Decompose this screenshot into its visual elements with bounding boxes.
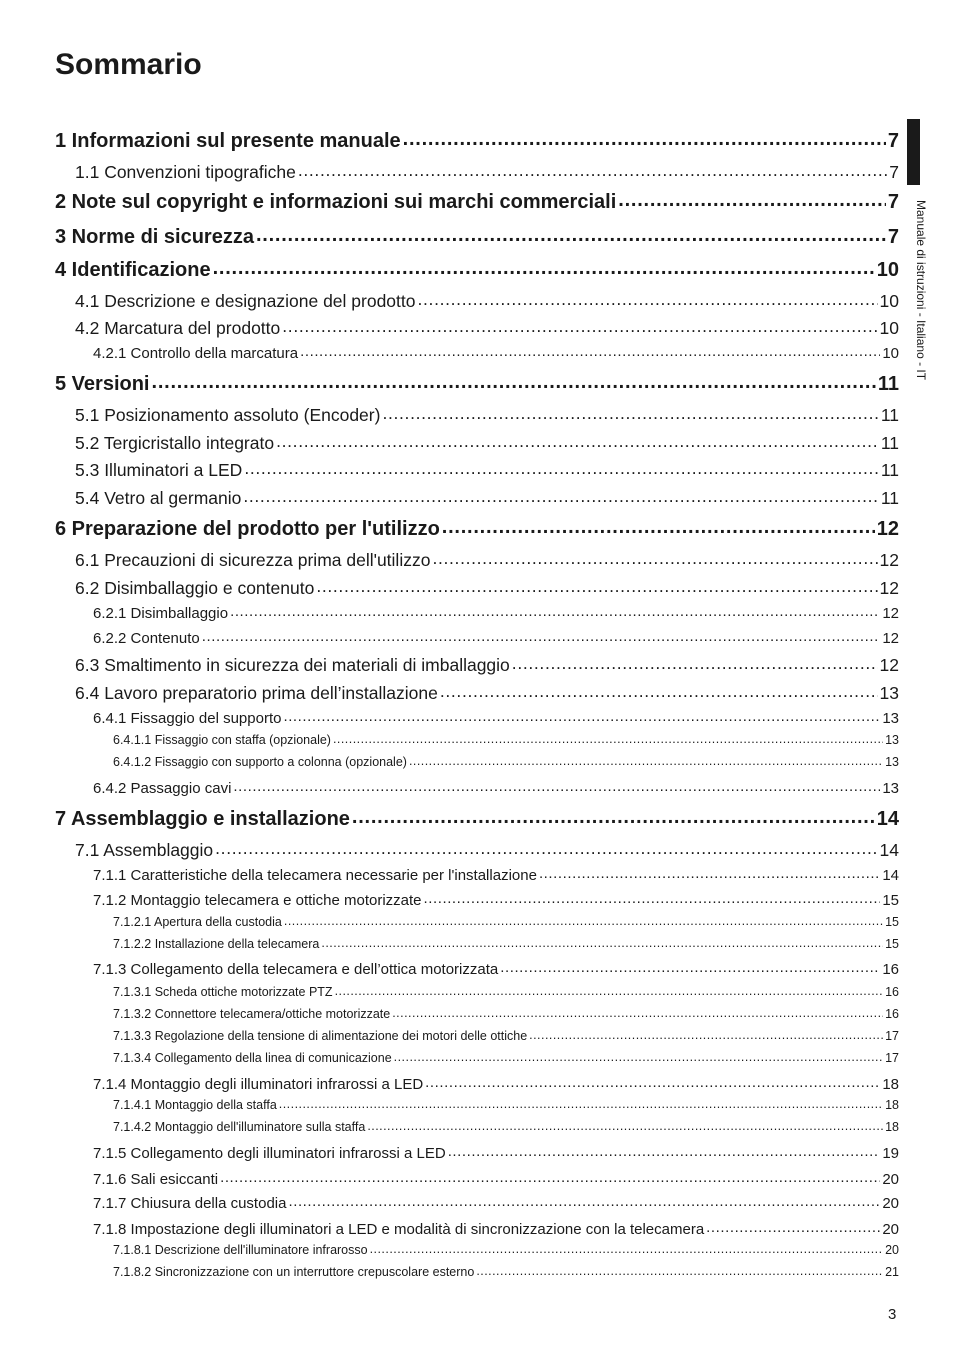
toc-entry-label: 7.1.3.4 Collegamento della linea di comunicazione [113, 1051, 392, 1066]
toc-dot-leader [282, 318, 877, 334]
toc-entry-page: 20 [882, 1220, 899, 1238]
toc-dot-leader [529, 1029, 883, 1040]
toc-entry-label: 7.1.8.2 Sincronizzazione con un interruttore crepuscolare esterno [113, 1265, 475, 1280]
toc-entry-label: 6.1 Precauzioni di sicurezza prima dell'utilizzo [75, 549, 431, 570]
page-number: 3 [888, 1306, 897, 1323]
toc-entry[interactable] [55, 517, 899, 539]
toc-entry[interactable] [93, 1075, 899, 1092]
toc-entry-page: 10 [879, 290, 899, 311]
toc-entry-label: 6.4.1.1 Fissaggio con staffa (opzionale) [113, 733, 331, 748]
toc-entry-label: 7.1.4 Montaggio degli illuminatori infrarossi a LED [93, 1075, 424, 1093]
toc-entry-page: 7 [887, 191, 899, 213]
toc-entry-page: 14 [882, 866, 899, 884]
toc-entry-page: 11 [880, 459, 899, 480]
toc-entry-label: 6.3 Smaltimento in sicurezza dei materiali di imballaggio [75, 654, 510, 675]
toc-entry-page: 18 [885, 1120, 899, 1135]
toc-entry-page: 19 [882, 1144, 899, 1162]
toc-entry[interactable] [75, 460, 899, 479]
toc-entry[interactable] [113, 1051, 899, 1065]
toc-entry-label: 6.4.2 Passaggio cavi [93, 779, 232, 797]
toc-entry-page: 15 [885, 915, 899, 930]
toc-entry-page: 7 [887, 226, 899, 248]
toc-entry-label: 7.1.3.3 Regolazione della tensione di alimentazione dei motori delle ottiche [113, 1029, 528, 1044]
toc-dot-leader [233, 779, 880, 793]
toc-entry-page: 17 [885, 1051, 899, 1066]
toc-dot-leader [448, 1144, 881, 1158]
toc-entry-page: 7 [889, 161, 899, 182]
toc-entry-label: 7.1.5 Collegamento degli illuminatori infrarossi a LED [93, 1144, 446, 1162]
toc-entry-page: 20 [885, 1243, 899, 1258]
toc-entry-label: 6.2 Disimballaggio e contenuto [75, 577, 315, 598]
toc-entry[interactable] [93, 891, 899, 908]
toc-entry-page: 11 [880, 432, 899, 453]
toc-entry-label: 7.1.2 Montaggio telecamera e ottiche motorizzate [93, 891, 422, 909]
toc-entry-label: 6.4.1.2 Fissaggio con supporto a colonna (opzionale) [113, 755, 407, 770]
toc-dot-leader [284, 915, 883, 926]
toc-entry-page: 13 [882, 709, 899, 727]
toc-dot-leader [279, 1098, 883, 1109]
toc-entry[interactable] [113, 937, 899, 951]
toc-entry-label: 7.1.1 Caratteristiche della telecamera necessarie per l'installazione [93, 866, 537, 884]
toc-entry-label: 7.1 Assemblaggio [75, 839, 214, 860]
toc-entry-label: 7.1.7 Chiusura della custodia [93, 1194, 287, 1212]
toc-entry-label: 5 Versioni [55, 373, 150, 395]
toc-entry[interactable] [75, 291, 899, 310]
toc-dot-leader [256, 225, 886, 243]
toc-dot-leader [243, 488, 878, 504]
toc-entry[interactable] [55, 190, 899, 212]
toc-entry[interactable] [113, 1007, 899, 1021]
toc-entry-page: 14 [879, 839, 899, 860]
toc-dot-leader [392, 1007, 883, 1018]
toc-entry-label: 7.1.6 Sali esiccanti [93, 1170, 219, 1188]
toc-dot-leader [394, 1051, 883, 1062]
toc-entry-page: 21 [885, 1265, 899, 1280]
toc-entry-page: 16 [885, 985, 899, 1000]
toc-entry-page: 11 [880, 487, 899, 508]
toc-entry[interactable] [75, 488, 899, 507]
toc-entry-page: 10 [876, 259, 899, 281]
toc-entry-label: 1 Informazioni sul presente manuale [55, 130, 401, 152]
toc-entry-page: 13 [879, 682, 899, 703]
toc-entry[interactable] [55, 258, 899, 280]
page-title: Sommario [55, 48, 202, 81]
toc-entry-label: 5.4 Vetro al germanio [75, 487, 242, 508]
toc-dot-leader [333, 733, 883, 744]
toc-entry[interactable] [75, 162, 899, 181]
toc-entry-page: 12 [882, 629, 899, 647]
toc-dot-leader [298, 162, 887, 178]
toc-dot-leader [288, 1194, 880, 1208]
toc-entry-page: 12 [876, 518, 899, 540]
toc-entry[interactable] [113, 1243, 899, 1257]
toc-entry[interactable] [75, 405, 899, 424]
toc-dot-leader [335, 985, 884, 996]
toc-entry-label: 7.1.4.2 Montaggio dell'illuminatore sulla staffa [113, 1120, 366, 1135]
toc-dot-leader [367, 1120, 883, 1131]
toc-dot-leader [618, 190, 886, 208]
toc-dot-leader [442, 517, 875, 535]
toc-dot-leader [352, 807, 875, 825]
toc-entry-label: 5.1 Posizionamento assoluto (Encoder) [75, 404, 381, 425]
toc-entry-label: 7.1.3.2 Connettore telecamera/ottiche motorizzate [113, 1007, 391, 1022]
toc-entry-page: 7 [887, 130, 899, 152]
side-label: Manuale di istruzioni - Italiano - IT [914, 200, 928, 381]
toc-entry-label: 7.1.4.1 Montaggio della staffa [113, 1098, 277, 1113]
toc-dot-leader [213, 258, 875, 276]
toc-entry-label: 6 Preparazione del prodotto per l'utilizzo [55, 518, 440, 540]
toc-entry-page: 10 [879, 317, 899, 338]
toc-dot-leader [244, 460, 879, 476]
toc-entry[interactable] [93, 779, 899, 796]
toc-entry-label: 6.4 Lavoro preparatorio prima dell’installazione [75, 682, 438, 703]
toc-entry[interactable] [75, 433, 899, 452]
toc-entry-page: 11 [877, 373, 899, 395]
toc-entry[interactable] [75, 683, 899, 702]
toc-entry[interactable] [113, 1098, 899, 1112]
toc-entry[interactable] [113, 1029, 899, 1043]
toc-entry-label: 4 Identificazione [55, 259, 211, 281]
toc-entry-page: 13 [882, 779, 899, 797]
toc-dot-leader [215, 840, 877, 856]
toc-dot-leader [321, 937, 883, 948]
toc-entry[interactable] [93, 1220, 899, 1237]
toc-dot-leader [425, 1075, 880, 1089]
toc-dot-leader [230, 604, 880, 618]
toc-entry[interactable] [55, 129, 899, 151]
toc-entry-page: 18 [885, 1098, 899, 1113]
toc-entry-label: 7 Assemblaggio e installazione [55, 808, 350, 830]
toc-entry-label: 3 Norme di sicurezza [55, 226, 254, 248]
toc-entry-label: 4.1 Descrizione e designazione del prodotto [75, 290, 416, 311]
toc-entry[interactable] [75, 840, 899, 859]
toc-entry[interactable] [93, 709, 899, 726]
toc-dot-leader [500, 960, 880, 974]
toc-dot-leader [300, 344, 880, 358]
toc-entry-label: 7.1.8 Impostazione degli illuminatori a LED e modalità di sincronizzazione con la telecamera [93, 1220, 705, 1238]
toc-entry-label: 7.1.2.2 Installazione della telecamera [113, 937, 320, 952]
toc-entry[interactable] [93, 1170, 899, 1187]
toc-dot-leader [220, 1170, 880, 1184]
toc-entry-page: 15 [882, 891, 899, 909]
toc-entry-label: 2 Note sul copyright e informazioni sui marchi commerciali [55, 191, 617, 213]
toc-entry[interactable] [113, 985, 899, 999]
toc-dot-leader [432, 550, 877, 566]
toc-entry[interactable] [75, 550, 899, 569]
toc-dot-leader [409, 755, 883, 766]
toc-entry-label: 7.1.3.1 Scheda ottiche motorizzate PTZ [113, 985, 333, 1000]
toc-entry-label: 7.1.3 Collegamento della telecamera e dell’ottica motorizzata [93, 960, 499, 978]
toc-entry-page: 11 [880, 404, 899, 425]
toc-entry[interactable] [93, 344, 899, 361]
toc-dot-leader [440, 683, 878, 699]
toc-entry[interactable] [93, 960, 899, 977]
toc-entry-page: 12 [879, 577, 899, 598]
toc-dot-leader [316, 578, 877, 594]
toc-entry[interactable] [113, 733, 899, 747]
toc-entry-label: 6.2.2 Contenuto [93, 629, 200, 647]
toc-entry-page: 20 [882, 1194, 899, 1212]
toc-entry-page: 15 [885, 937, 899, 952]
toc-entry-label: 6.4.1 Fissaggio del supporto [93, 709, 282, 727]
toc-entry-page: 16 [882, 960, 899, 978]
toc-entry-label: 7.1.2.1 Apertura della custodia [113, 915, 282, 930]
toc-dot-leader [512, 655, 878, 671]
toc-dot-leader [202, 629, 881, 643]
toc-entry[interactable] [75, 578, 899, 597]
toc-entry-label: 4.2.1 Controllo della marcatura [93, 344, 299, 362]
toc-entry-page: 16 [885, 1007, 899, 1022]
toc-dot-leader [370, 1243, 884, 1254]
toc-dot-leader [382, 405, 878, 421]
toc-dot-leader [476, 1265, 883, 1276]
toc-entry[interactable] [55, 372, 899, 394]
toc-entry[interactable] [93, 604, 899, 621]
toc-entry-label: 6.2.1 Disimballaggio [93, 604, 229, 622]
toc-entry[interactable] [113, 755, 899, 769]
toc-entry[interactable] [75, 655, 899, 674]
toc-entry-label: 7.1.8.1 Descrizione dell'illuminatore infrarosso [113, 1243, 368, 1258]
toc-entry[interactable] [113, 1120, 899, 1134]
toc-entry[interactable] [55, 225, 899, 247]
toc-dot-leader [403, 129, 886, 147]
toc-dot-leader [424, 891, 881, 905]
toc-entry[interactable] [113, 915, 899, 929]
toc-entry[interactable] [55, 807, 899, 829]
toc-entry[interactable] [75, 318, 899, 337]
side-tab-marker [907, 119, 920, 185]
toc-dot-leader [276, 433, 879, 449]
toc-entry[interactable] [93, 1144, 899, 1161]
toc-dot-leader [418, 291, 878, 307]
toc-dot-leader [152, 372, 876, 390]
toc-entry[interactable] [113, 1265, 899, 1279]
toc-dot-leader [706, 1220, 880, 1234]
toc-entry-page: 13 [885, 733, 899, 748]
toc-entry-page: 13 [885, 755, 899, 770]
toc-entry[interactable] [93, 866, 899, 883]
toc-entry-page: 17 [885, 1029, 899, 1044]
toc-entry-label: 1.1 Convenzioni tipografiche [75, 161, 296, 182]
toc-entry-label: 4.2 Marcatura del prodotto [75, 317, 281, 338]
toc-entry-page: 12 [882, 604, 899, 622]
toc-entry-label: 5.3 Illuminatori a LED [75, 459, 243, 480]
toc-entry-page: 12 [879, 654, 899, 675]
toc-entry[interactable] [93, 629, 899, 646]
toc-entry-page: 18 [882, 1075, 899, 1093]
toc-entry-page: 20 [882, 1170, 899, 1188]
toc-entry-page: 12 [879, 549, 899, 570]
toc-entry-page: 10 [882, 344, 899, 362]
toc-entry[interactable] [93, 1194, 899, 1211]
toc-dot-leader [539, 866, 880, 880]
toc-entry-page: 14 [876, 808, 899, 830]
toc-entry-label: 5.2 Tergicristallo integrato [75, 432, 275, 453]
toc-dot-leader [283, 709, 880, 723]
